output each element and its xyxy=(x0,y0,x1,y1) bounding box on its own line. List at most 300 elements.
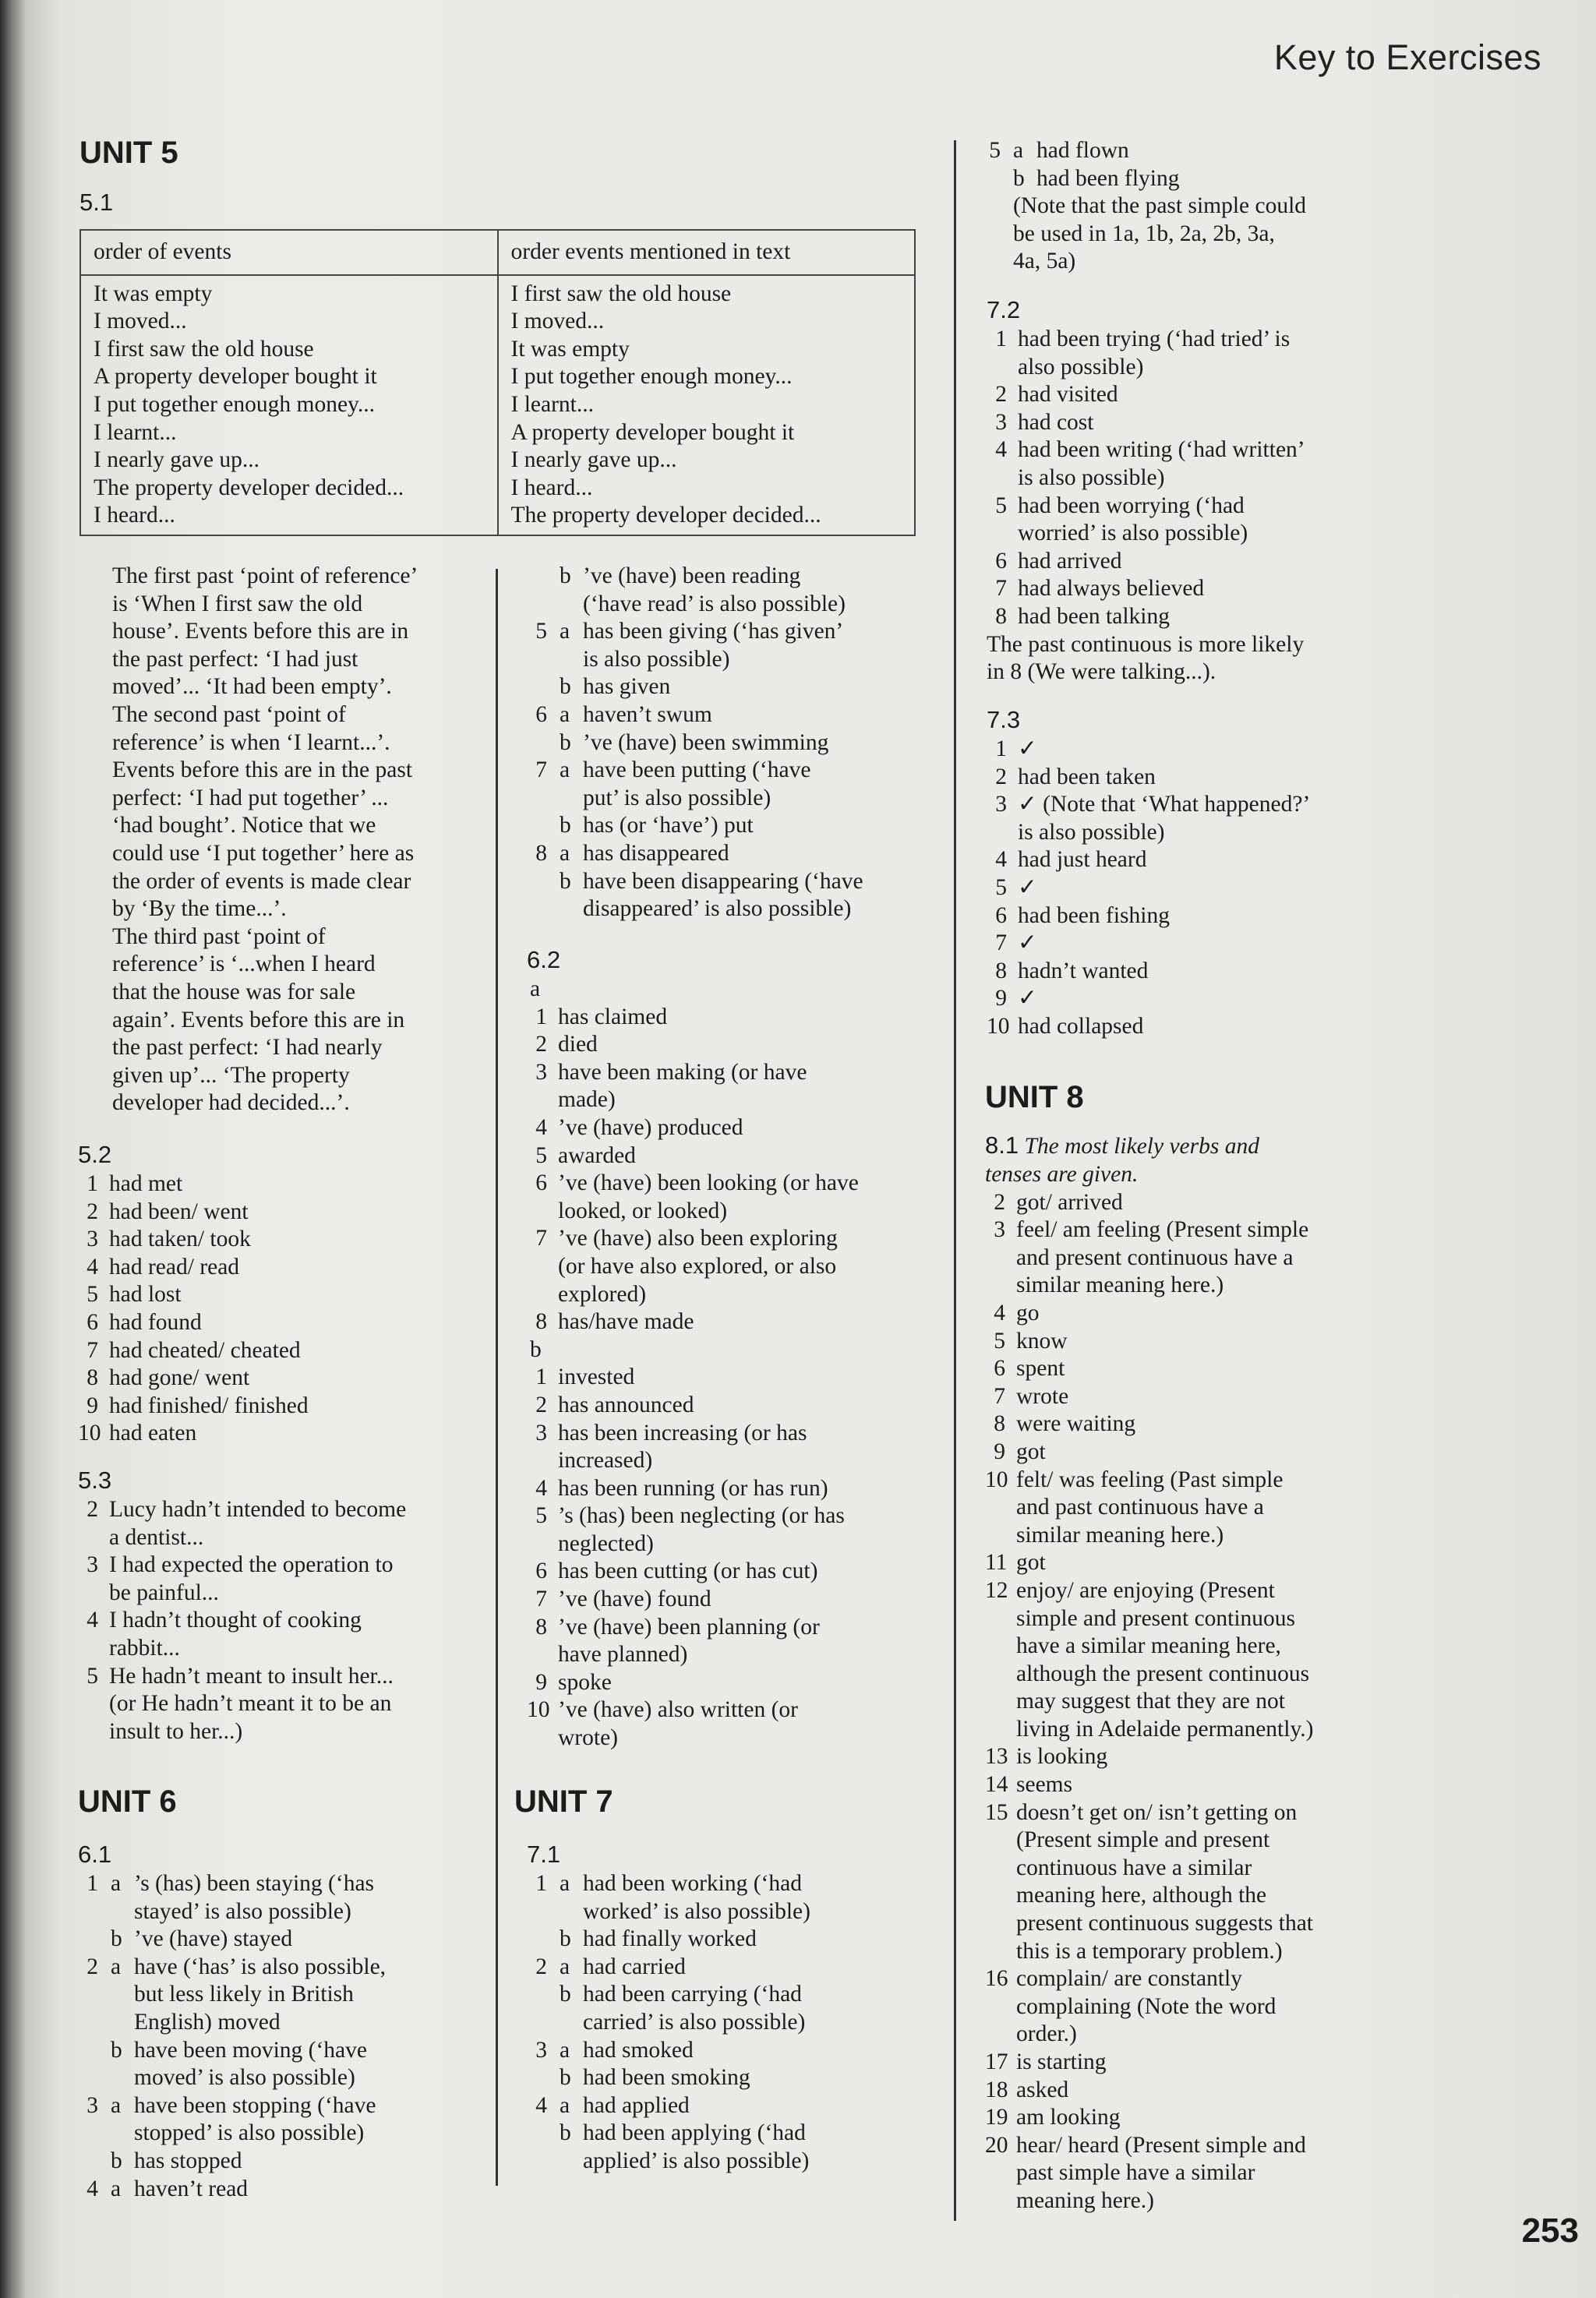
item-number: 3 xyxy=(87,2092,98,2118)
item-number: 2 xyxy=(535,1954,547,1979)
text-line: The third past ‘point of xyxy=(112,923,326,949)
item-number: 1 xyxy=(535,1004,547,1029)
item-line: have been stopping (‘have xyxy=(134,2092,376,2118)
item-line: have a similar meaning here, xyxy=(1016,1633,1281,1659)
item-line: haven’t read xyxy=(134,2176,249,2201)
table-cell: The property developer decided... xyxy=(94,475,404,500)
item-number: 1 xyxy=(87,1871,98,1896)
item-number: 6 xyxy=(994,1356,1005,1382)
item-line: insult to her...) xyxy=(109,1718,243,1744)
item-line: has been cutting (or has cut) xyxy=(558,1558,818,1584)
item-number: 4 xyxy=(535,2092,547,2118)
item-line: I hadn’t thought of cooking xyxy=(109,1608,362,1633)
item-line: ’s (has) been neglecting (or has xyxy=(558,1503,845,1529)
item-line: be painful... xyxy=(109,1580,219,1605)
list-item xyxy=(985,1467,1390,1550)
table-cell: I nearly gave up... xyxy=(94,447,260,473)
list-item xyxy=(78,2092,475,2148)
list-item xyxy=(980,137,1386,165)
list-item xyxy=(78,2037,475,2092)
item-text: had been/ went xyxy=(109,1198,249,1224)
item-text xyxy=(1036,165,1386,193)
table-cell: I moved... xyxy=(94,309,187,334)
item-text: had met xyxy=(109,1171,183,1196)
item-line: have been putting (‘have xyxy=(583,757,811,783)
item-line: hear/ heard (Present simple and xyxy=(1016,2132,1306,2158)
item-line: is starting xyxy=(1016,2049,1107,2074)
item-number: 5 xyxy=(995,874,1007,900)
item-line: had been trying (‘had tried’ is xyxy=(1018,327,1291,351)
list-item xyxy=(527,1502,932,1558)
unit-title: UNIT 5 xyxy=(79,136,178,170)
list-item xyxy=(987,736,1392,764)
item-text xyxy=(134,1870,475,1926)
item-text xyxy=(558,1225,932,1308)
unit-title: UNIT 6 xyxy=(78,1784,177,1819)
item-text xyxy=(1016,1438,1390,1467)
item-line: I had expected the operation to xyxy=(109,1552,394,1578)
item-number: 5 xyxy=(535,1142,547,1168)
item-text xyxy=(1016,1799,1390,1966)
item-line: increased) xyxy=(558,1448,653,1474)
item-line: had been working (‘had xyxy=(583,1871,802,1896)
item-letter: b xyxy=(560,2120,571,2146)
item-text xyxy=(558,1696,932,1752)
item-letter: a xyxy=(560,840,570,866)
unit-title: UNIT 8 xyxy=(985,1080,1084,1114)
item-number: 9 xyxy=(535,1669,547,1695)
item-line: ’ve (have) been reading xyxy=(583,563,801,588)
item-text xyxy=(558,1420,932,1475)
item-text xyxy=(558,1170,932,1225)
item-number: 8 xyxy=(535,1614,547,1640)
list-item xyxy=(527,2120,935,2175)
list-item xyxy=(985,1771,1390,1799)
note-line: The past continuous is more likely xyxy=(987,631,1305,657)
text-line: reference’ is ‘...when I heard xyxy=(112,951,376,977)
item-text xyxy=(1016,1743,1390,1771)
item-line: spoke xyxy=(558,1669,612,1695)
table-cell: I heard... xyxy=(94,503,175,528)
item-number: 7 xyxy=(535,757,547,783)
intro-line: The most likely verbs and xyxy=(1024,1134,1259,1159)
item-line: had just heard xyxy=(1018,847,1147,873)
item-number: 9 xyxy=(995,986,1007,1011)
text-line: Events before this are in the past xyxy=(112,757,413,783)
list-item xyxy=(78,2176,475,2204)
list-item xyxy=(527,1364,932,1392)
item-line: is looking xyxy=(1016,1744,1108,1770)
list-item xyxy=(78,1170,475,1198)
item-text xyxy=(583,868,932,923)
list-item xyxy=(985,1189,1390,1217)
item-text xyxy=(583,2064,935,2092)
item-number: 7 xyxy=(535,1587,547,1612)
item-line: had carried xyxy=(583,1954,686,1979)
text-line: the past perfect: ‘I had nearly xyxy=(112,1035,383,1061)
item-text xyxy=(583,1981,935,2036)
item-line: doesn’t get on/ isn’t getting on xyxy=(1016,1799,1298,1825)
item-text xyxy=(1018,1013,1392,1041)
item-number: 2 xyxy=(87,1497,98,1522)
answer-list xyxy=(980,137,1386,276)
item-line: ’ve (have) been looking (or have xyxy=(558,1170,859,1196)
item-line: continuous have a similar xyxy=(1016,1855,1252,1880)
list-item xyxy=(987,930,1392,958)
item-line: had always believed xyxy=(1018,576,1205,602)
list-item xyxy=(527,1954,935,1982)
unit5-section xyxy=(79,134,178,218)
text-line: the past perfect: ‘I had just xyxy=(112,646,358,672)
list-item xyxy=(980,165,1386,193)
item-number: 5 xyxy=(87,1663,98,1689)
item-line: (or He hadn’t meant it to be an xyxy=(109,1691,392,1717)
item-number: 5 xyxy=(994,1328,1005,1354)
item-line: rabbit... xyxy=(109,1635,180,1661)
item-line: am looking xyxy=(1016,2105,1121,2130)
item-line: awarded xyxy=(558,1142,636,1168)
item-text xyxy=(583,563,932,618)
text-line: again’. Events before this are in xyxy=(112,1007,405,1033)
text-line: ‘had bought’. Notice that we xyxy=(112,813,376,838)
item-text xyxy=(583,2037,935,2065)
item-line: disappeared’ is also possible) xyxy=(583,896,852,922)
item-number: 3 xyxy=(995,792,1007,817)
list-item xyxy=(987,548,1392,576)
column-divider xyxy=(954,140,956,2221)
item-text xyxy=(1018,492,1392,548)
item-line: died xyxy=(558,1032,598,1057)
unit6-section xyxy=(78,1783,475,2203)
item-line: ✓ (Note that ‘What happened?’ xyxy=(1018,792,1311,817)
item-line: present continuous suggests that xyxy=(1016,1911,1313,1936)
list-item xyxy=(985,1965,1390,2049)
item-line: ’ve (have) also been exploring xyxy=(558,1226,838,1251)
item-number: 8 xyxy=(87,1365,98,1391)
table-cell: It was empty xyxy=(510,336,630,362)
item-number: 1 xyxy=(995,736,1007,761)
item-letter: a xyxy=(560,619,570,644)
item-text xyxy=(1016,1383,1390,1411)
item-line: have been making (or have xyxy=(558,1059,807,1085)
list-item xyxy=(985,2104,1390,2132)
item-text xyxy=(583,1954,935,1982)
list-item xyxy=(527,1170,932,1225)
item-number: 3 xyxy=(995,409,1007,435)
list-item xyxy=(985,2132,1390,2215)
item-text xyxy=(583,840,932,868)
exercise-label: 7.2 xyxy=(987,296,1021,323)
list-item xyxy=(987,1013,1392,1041)
item-number: 6 xyxy=(535,1170,547,1196)
item-number: 2 xyxy=(994,1189,1005,1215)
item-text xyxy=(583,812,932,840)
item-line: had been talking xyxy=(1018,603,1170,629)
item-letter: b xyxy=(111,2148,122,2173)
item-number: 5 xyxy=(989,138,1001,163)
list-item xyxy=(527,1669,932,1697)
part-label: a xyxy=(530,976,541,1001)
item-line: have been moving (‘have xyxy=(134,2037,367,2063)
item-number: 18 xyxy=(985,2077,1008,2102)
item-text xyxy=(1016,1189,1390,1217)
item-text xyxy=(558,1669,932,1697)
page-number: 253 xyxy=(1521,2212,1579,2250)
item-letter: a xyxy=(111,2092,122,2118)
column-divider xyxy=(496,569,498,2186)
item-number: 4 xyxy=(87,2176,98,2201)
list-item xyxy=(527,1225,932,1308)
item-number: 14 xyxy=(985,1772,1008,1798)
item-text xyxy=(1016,2049,1390,2077)
list-item xyxy=(987,436,1392,492)
list-item xyxy=(78,1496,475,1551)
note-line: in 8 (We were talking...). xyxy=(987,659,1216,685)
item-number: 3 xyxy=(87,1552,98,1578)
item-number: 8 xyxy=(535,1309,547,1335)
exercise-7-2 xyxy=(987,295,1392,687)
text-line: The first past ‘point of reference’ xyxy=(112,563,418,588)
item-letter: a xyxy=(560,2092,570,2118)
item-number: 6 xyxy=(995,548,1007,574)
item-line: has (or ‘have’) put xyxy=(583,813,754,838)
item-line: has/have made xyxy=(558,1309,694,1335)
item-line: stopped’ is also possible) xyxy=(134,2120,365,2146)
item-text xyxy=(1018,764,1392,792)
item-text xyxy=(1016,1549,1390,1577)
item-text xyxy=(109,1607,475,1662)
list-item xyxy=(987,874,1392,902)
part-label: b xyxy=(530,1336,542,1362)
list-item xyxy=(985,1216,1390,1300)
table-header-order-of-events: order of events xyxy=(80,230,498,275)
list-item xyxy=(78,1607,475,1662)
exercise-5-3 xyxy=(78,1465,475,1746)
item-number: 6 xyxy=(535,701,547,727)
list-item xyxy=(78,1337,475,1365)
item-number: 9 xyxy=(994,1438,1005,1464)
item-letter: b xyxy=(560,674,571,700)
events-table xyxy=(79,229,916,536)
item-line: and past continuous have a xyxy=(1016,1495,1264,1520)
list-item xyxy=(527,618,932,673)
item-number: 4 xyxy=(995,437,1007,463)
item-line: Lucy hadn’t intended to become xyxy=(109,1497,407,1522)
item-line: had cost xyxy=(1018,409,1094,435)
item-text xyxy=(558,1031,932,1059)
item-line: has announced xyxy=(558,1392,694,1417)
item-line: had flown xyxy=(1036,138,1129,163)
item-line: had been writing (‘had written’ xyxy=(1018,437,1305,463)
item-line: had applied xyxy=(583,2092,690,2118)
item-text xyxy=(1016,1467,1390,1550)
item-line: ’s (has) been staying (‘has xyxy=(134,1871,375,1896)
list-item xyxy=(78,2148,475,2176)
list-item xyxy=(985,1577,1390,1744)
item-number: 1 xyxy=(535,1364,547,1390)
table-cell: A property developer bought it xyxy=(94,364,377,390)
item-line: know xyxy=(1016,1328,1068,1354)
item-line: ✓ xyxy=(1018,736,1037,761)
list-item xyxy=(985,2049,1390,2077)
item-letter: b xyxy=(560,813,571,838)
item-number: 20 xyxy=(985,2132,1008,2158)
item-text xyxy=(558,1502,932,1558)
item-letter: b xyxy=(560,563,571,588)
table-cell: I learnt... xyxy=(94,419,177,445)
list-item xyxy=(527,729,932,757)
list-item xyxy=(527,1696,932,1752)
item-text xyxy=(134,2092,475,2148)
item-line: felt/ was feeling (Past simple xyxy=(1016,1467,1284,1492)
item-text xyxy=(1016,2077,1390,2105)
item-letter: b xyxy=(111,2037,122,2063)
item-number: 7 xyxy=(994,1383,1005,1409)
item-number: 8 xyxy=(535,840,547,866)
unit8-section xyxy=(985,1078,1390,2215)
item-number: 2 xyxy=(87,1198,98,1224)
item-number: 1 xyxy=(995,327,1007,351)
item-text xyxy=(109,1551,475,1607)
text-line: reference’ is when ‘I learnt...’. xyxy=(112,729,390,755)
item-text: had gone/ went xyxy=(109,1365,250,1391)
item-line: but less likely in British xyxy=(134,1982,354,2007)
item-line: moved’ is also possible) xyxy=(134,2065,355,2091)
item-line: has stopped xyxy=(134,2148,242,2173)
item-text xyxy=(1016,1577,1390,1744)
list-item xyxy=(527,840,932,868)
item-text xyxy=(558,1364,932,1392)
item-line: meaning here, although the xyxy=(1016,1883,1267,1908)
list-item xyxy=(527,1308,932,1336)
unit7-section xyxy=(514,1783,935,2176)
answer-list xyxy=(985,1189,1390,2215)
item-text xyxy=(134,2148,475,2176)
item-text: had taken/ took xyxy=(109,1227,251,1252)
list-item xyxy=(987,326,1392,381)
item-line: had smoked xyxy=(583,2037,694,2063)
item-line: meaning here.) xyxy=(1016,2187,1154,2213)
item-number: 7 xyxy=(87,1337,98,1363)
table-header-order-mentioned: order events mentioned in text xyxy=(498,230,916,275)
list-item xyxy=(78,1254,475,1282)
text-line: the order of events is made clear xyxy=(112,868,411,894)
item-number: 19 xyxy=(985,2105,1008,2130)
item-number: 5 xyxy=(995,492,1007,518)
item-line: seems xyxy=(1016,1772,1073,1798)
item-line: have been disappearing (‘have xyxy=(583,868,863,894)
item-line: this is a temporary problem.) xyxy=(1016,1938,1283,1964)
item-line: applied’ is also possible) xyxy=(583,2148,810,2173)
exercise-6-2 xyxy=(527,944,932,1753)
list-item xyxy=(527,563,932,618)
item-letter: b xyxy=(560,2065,571,2091)
unit-title: UNIT 7 xyxy=(514,1784,613,1819)
item-letter: b xyxy=(111,1926,122,1952)
list-item xyxy=(985,1549,1390,1577)
item-text xyxy=(1016,1355,1390,1383)
answer-list xyxy=(78,1496,475,1746)
list-item xyxy=(527,1004,932,1032)
item-letter: a xyxy=(111,2176,122,2201)
item-text xyxy=(1018,409,1392,437)
item-line: past simple have a similar xyxy=(1016,2160,1255,2186)
item-number: 2 xyxy=(535,1392,547,1417)
exercise-label: 5.3 xyxy=(78,1467,112,1494)
text-line: given up’... ‘The property xyxy=(112,1062,350,1088)
list-item xyxy=(985,1383,1390,1411)
text-line: moved’... ‘It had been empty’. xyxy=(112,674,392,700)
item-line: He hadn’t meant to insult her... xyxy=(109,1663,394,1689)
item-line: wrote xyxy=(1016,1383,1069,1409)
list-item xyxy=(527,1059,932,1114)
item-text: had finished/ finished xyxy=(109,1393,309,1418)
exercise-7-1-continued xyxy=(980,137,1386,276)
exercise-label: 5.2 xyxy=(78,1141,112,1168)
item-number: 6 xyxy=(87,1309,98,1335)
list-item xyxy=(527,673,932,701)
item-line: is also possible) xyxy=(1018,464,1165,490)
item-line: simple and present continuous xyxy=(1016,1605,1296,1631)
item-number: 3 xyxy=(87,1227,98,1252)
item-number: 8 xyxy=(995,958,1007,983)
list-item xyxy=(980,192,1386,276)
list-item xyxy=(78,1663,475,1746)
item-text xyxy=(1018,326,1392,381)
item-text xyxy=(558,1142,932,1170)
item-number: 13 xyxy=(985,1744,1008,1770)
item-line: order.) xyxy=(1016,2021,1077,2047)
exercise-label: 6.1 xyxy=(78,1841,112,1868)
list-item xyxy=(985,2077,1390,2105)
item-line: got xyxy=(1016,1550,1046,1576)
item-text: had found xyxy=(109,1309,202,1335)
item-line: is also possible) xyxy=(583,646,730,672)
answer-list xyxy=(987,736,1392,1041)
table-cell: I heard... xyxy=(510,475,593,500)
list-item xyxy=(527,1114,932,1142)
item-letter: a xyxy=(560,2037,570,2063)
item-text xyxy=(583,673,932,701)
item-number: 4 xyxy=(535,1114,547,1140)
table-cell: I nearly gave up... xyxy=(510,447,677,473)
item-line: haven’t swum xyxy=(583,701,712,727)
item-text xyxy=(1018,575,1392,603)
item-text xyxy=(134,1926,475,1954)
item-number: 2 xyxy=(535,1032,547,1057)
item-text xyxy=(1018,381,1392,409)
table-cell: A property developer bought it xyxy=(510,419,795,445)
text-line: that the house was for sale xyxy=(112,979,356,1004)
item-line: worried’ is also possible) xyxy=(1018,521,1248,546)
item-text xyxy=(1018,930,1392,958)
table-col-order-mentioned xyxy=(498,275,916,535)
exercise-label: 7.3 xyxy=(987,706,1021,733)
item-number: 5 xyxy=(535,1503,547,1529)
item-number: 15 xyxy=(985,1799,1008,1825)
answer-list xyxy=(987,326,1392,631)
exercise-6-1-continued xyxy=(527,563,932,923)
item-text xyxy=(558,1059,932,1114)
table-cell: I learnt... xyxy=(510,391,594,417)
item-number: 4 xyxy=(994,1300,1005,1325)
list-item xyxy=(527,868,932,923)
item-line: had finally worked xyxy=(583,1926,757,1952)
exercise-label: 8.1 xyxy=(985,1131,1019,1159)
list-item xyxy=(527,701,932,729)
item-number: 4 xyxy=(995,847,1007,873)
item-letter: b xyxy=(1013,165,1025,191)
